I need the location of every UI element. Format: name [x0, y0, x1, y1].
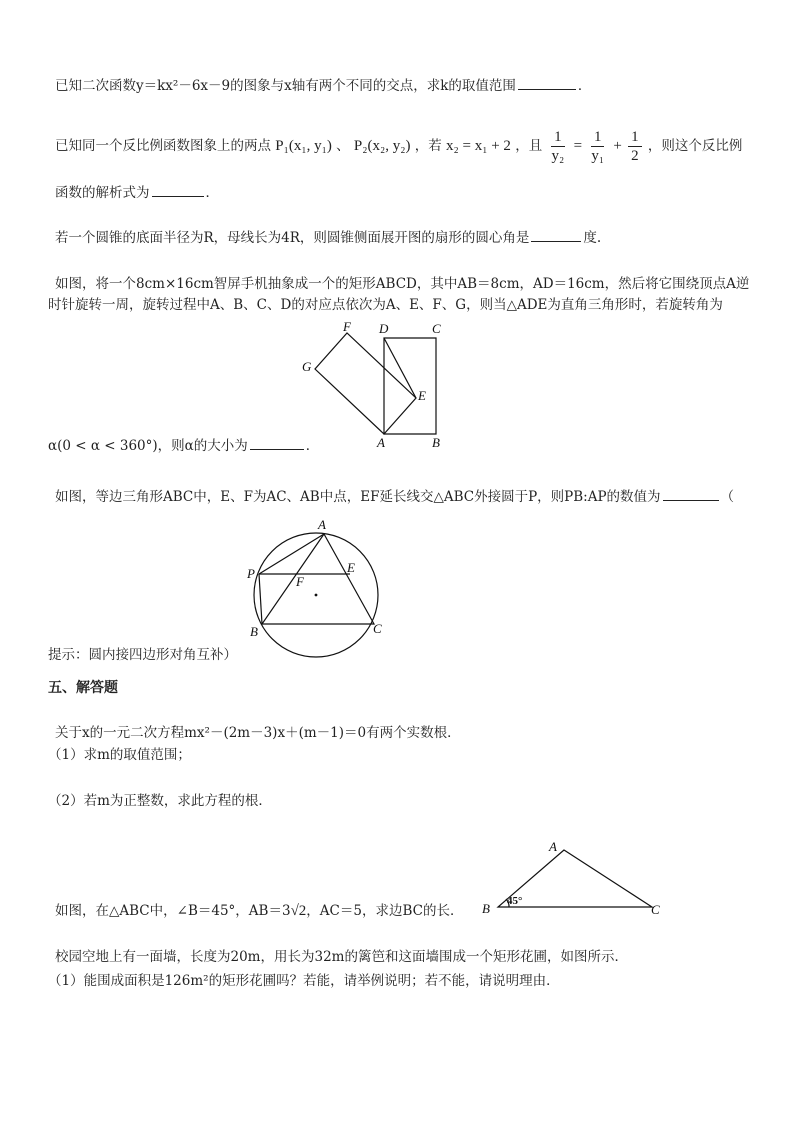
label-f: F: [296, 574, 304, 589]
answer-blank[interactable]: [518, 76, 576, 90]
label-e: E: [418, 388, 426, 403]
rotated-rectangle-figure: [295, 318, 455, 453]
answer-blank[interactable]: [663, 487, 719, 501]
sqrt-2: √2: [290, 903, 307, 919]
segment-pb: [259, 574, 262, 624]
center-point: [315, 594, 318, 597]
triangle-abc: [262, 534, 374, 624]
question-5-line-1: 如图，等边三角形ABC中，E、F为AC、AB中点，EF延长线交△ABC外接圆于P，则PB:AP的数值为 （: [55, 489, 735, 505]
label-a: A: [377, 435, 385, 450]
question-1: 已知二次函数y＝kx²－6x－9的图象与x轴有两个不同的交点，求k的取值范围 ．: [55, 78, 592, 94]
label-c: C: [432, 321, 441, 336]
label-c: C: [373, 621, 382, 636]
question-6-part-1: （1）求m的取值范围；: [48, 747, 191, 763]
question-2: 已知同一个反比例函数图象上的两点 P₁(x₁, y₁) 、 P₂(x₂, y₂) ，若 x₂ = x₁ + 2 ，且 $\frac{1}{\text{y₂}}$ = $\frac{1}{\text{y₁}}$ + $\frac{1}{2}$ ，则这个反比例: [55, 129, 743, 164]
label-b: B: [482, 901, 490, 916]
label-p: P: [247, 566, 255, 581]
label-angle-45: 45°: [507, 895, 523, 907]
circumscribed-triangle-figure: [240, 516, 400, 661]
label-d: D: [379, 321, 389, 336]
point-p2: P₂(x₂, y₂): [353, 138, 411, 154]
question-6-line-1: 关于x的一元二次方程mx²－(2m－3)x＋(m－1)＝0有两个实数根．: [55, 725, 461, 741]
fraction-1-over-2: $\frac{1}{2}$: [628, 128, 642, 165]
question-7: 如图，在△ABC中，∠B＝45°，AB＝3√2，AC＝5，求边BC的长．: [55, 903, 464, 919]
question-4-line-1: 如图，将一个8cm×16cm智屏手机抽象成一个的矩形ABCD，其中AB＝8cm，AD＝16cm，然后将它围绕顶点A逆: [55, 276, 750, 292]
answer-blank[interactable]: [152, 183, 204, 197]
answer-blank[interactable]: [250, 436, 304, 450]
label-b: B: [432, 435, 440, 450]
label-f: F: [343, 319, 351, 334]
answer-blank[interactable]: [531, 228, 581, 242]
label-g: G: [302, 359, 312, 374]
rectangle-aefg: [315, 333, 416, 434]
segment-de: [384, 338, 416, 398]
label-c: C: [651, 902, 660, 917]
fraction-1-over-y2: $\frac{1}{\text{y₂}}$: [551, 129, 565, 164]
question-1-text: 已知二次函数y＝kx²－6x－9的图象与x轴有两个不同的交点，求k的取值范围: [55, 78, 516, 94]
fraction-1-over-y1: $\frac{1}{\text{y₁}}$: [591, 129, 605, 164]
question-2-line-2: 函数的解析式为 ．: [55, 185, 219, 201]
label-a: A: [549, 839, 557, 854]
point-p1: P₁(x₁, y₁): [275, 138, 332, 154]
question-4-line-2: 时针旋转一周，旋转过程中A、B、C、D的对应点依次为A、E、F、G，则当△ADE为直角三角形时，若旋转角为: [48, 297, 723, 313]
question-6-part-2: （2）若m为正整数，求此方程的根．: [48, 793, 272, 809]
question-5-hint: 提示：圆内接四边形对角互补）: [48, 647, 237, 663]
question-8-part-1: （1）能围成面积是126m²的矩形花圃吗？若能，请举例说明；若不能，请说明理由．: [48, 973, 560, 989]
condition-expression: x₂ = x₁ + 2: [446, 138, 511, 154]
section-title: 五、解答题: [48, 680, 118, 696]
question-3: 若一个圆锥的底面半径为R，母线长为4R，则圆锥侧面展开图的扇形的圆心角是 度.: [55, 230, 602, 246]
question-4-line-3: α(0 < α < 360°)，则α的大小为 ．: [48, 438, 320, 454]
triangle-45-figure: [478, 836, 668, 921]
label-b: B: [250, 624, 258, 639]
label-a: A: [318, 517, 326, 532]
label-e: E: [347, 560, 355, 575]
question-8-line-1: 校园空地上有一面墙，长度为20m，用长为32m的篱笆和这面墙围成一个矩形花圃，如图所示．: [55, 949, 628, 965]
